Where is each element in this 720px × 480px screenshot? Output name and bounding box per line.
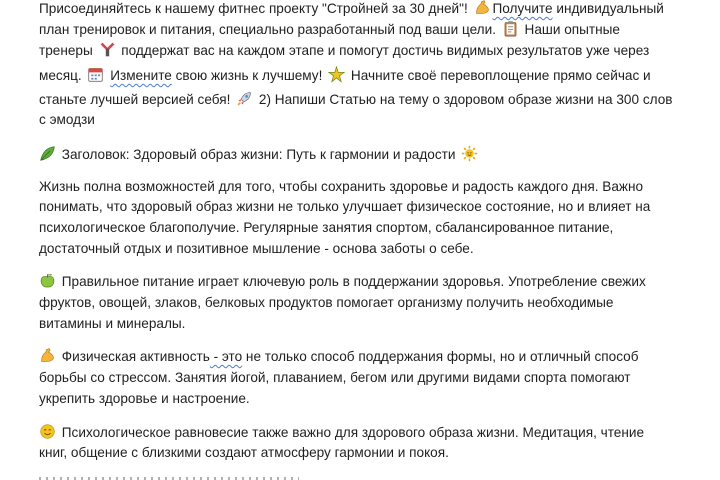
clipboard-icon (502, 20, 519, 37)
paragraph-4-line-3: укрепить здоровье и настроение. (39, 391, 250, 406)
paragraph-1-line-3 (39, 41, 649, 61)
text-run: не только способ поддержания формы, но и отличный способ (242, 349, 639, 364)
paragraph-2-line-4: достаточный отдых и позитивное мышление - основа заботы о себе. (39, 241, 474, 256)
paragraph-1-line-1 (39, 0, 664, 19)
text-run: Наши опытные (520, 22, 620, 37)
paragraph-2-line-1: Жизнь полна возможностей для того, чтобы сохранить здоровье и радость каждого дня. Важно (39, 179, 644, 194)
text-run: свою жизнь к лучшему! (171, 68, 327, 83)
text-run: Начните своё перевоплощение прямо сейчас и (347, 68, 651, 83)
dumbbell-icon (99, 41, 116, 58)
text-run: поддержат вас на каждом этапе и помогут достичь видимых результатов уже через (117, 43, 650, 58)
heading-text: Заголовок: Здоровый образ жизни: Путь к гармонии и радости (61, 147, 456, 162)
paragraph-2-line-3: психологическое благополучие. Регулярные занятия спортом, сбалансированное питание, (39, 220, 614, 235)
paragraph-4-line-2: борьбы со стрессом. Занятия йогой, плаванием, бегом или другими видами спорта помогают (39, 370, 631, 385)
text-run: 2) Напиши Статью на тему о здоровом образе жизни на 300 слов (255, 92, 673, 107)
leaf-icon (39, 145, 56, 162)
text-run: Присоединяйтесь к нашему фитнес проекту "Стройней за 30 дней"! (39, 1, 472, 16)
flexed-biceps-icon (39, 347, 56, 364)
paragraph-1-line-4 (39, 66, 651, 86)
article-heading (39, 145, 480, 165)
paragraph-2-line-2: понимать, что здоровый образ жизни не только улучшает физическое состояние, но и влияет на (39, 199, 651, 214)
paragraph-1-line-2 (39, 20, 620, 40)
text-run: тренеры (39, 43, 97, 58)
text-run: Правильное питание играет ключевую роль в поддержании здоровья. Употребление свежих (61, 274, 646, 289)
text-run: Физическая активность (61, 349, 210, 364)
paragraph-1-line-5 (39, 90, 673, 110)
paragraph-4-line-1 (39, 347, 639, 367)
rocket-icon (236, 90, 253, 107)
sun-icon (461, 145, 478, 162)
text-run: станьте лучшей версией себя! (39, 92, 235, 107)
calendar-icon (87, 66, 104, 83)
text-run: план тренировок и питания, специально разработанный под ваши цели. (39, 22, 500, 37)
spellcheck-word[interactable]: - это (209, 349, 243, 364)
paragraph-5-line-2: книг, общение с близкими создают атмосферу гармонии и покоя. (39, 445, 449, 460)
text-run: Психологическое равновесие также важно для здорового образа жизни. Медитация, чтение (61, 425, 645, 440)
clipped-next-line (39, 473, 299, 480)
text-run: месяц. (39, 68, 86, 83)
smiling-face-icon (39, 423, 56, 440)
paragraph-5-line-1 (39, 423, 644, 443)
text-run: с эмодзи (39, 112, 95, 127)
text-run: индивидуальный (552, 1, 664, 16)
paragraph-3-line-3: витамины и минералы. (39, 316, 186, 331)
sparkle-icon (328, 66, 345, 83)
spellcheck-word[interactable]: Получите (492, 1, 553, 16)
paragraph-3-line-2: фруктов, овощей, злаков, белковых продуктов помогает организму получить необходимые (39, 295, 614, 310)
flexed-biceps-icon (474, 0, 491, 16)
paragraph-3-line-1 (39, 272, 646, 292)
green-apple-icon (39, 272, 56, 289)
spellcheck-word[interactable]: Измените (110, 68, 172, 83)
paragraph-1-line-6 (39, 110, 95, 130)
